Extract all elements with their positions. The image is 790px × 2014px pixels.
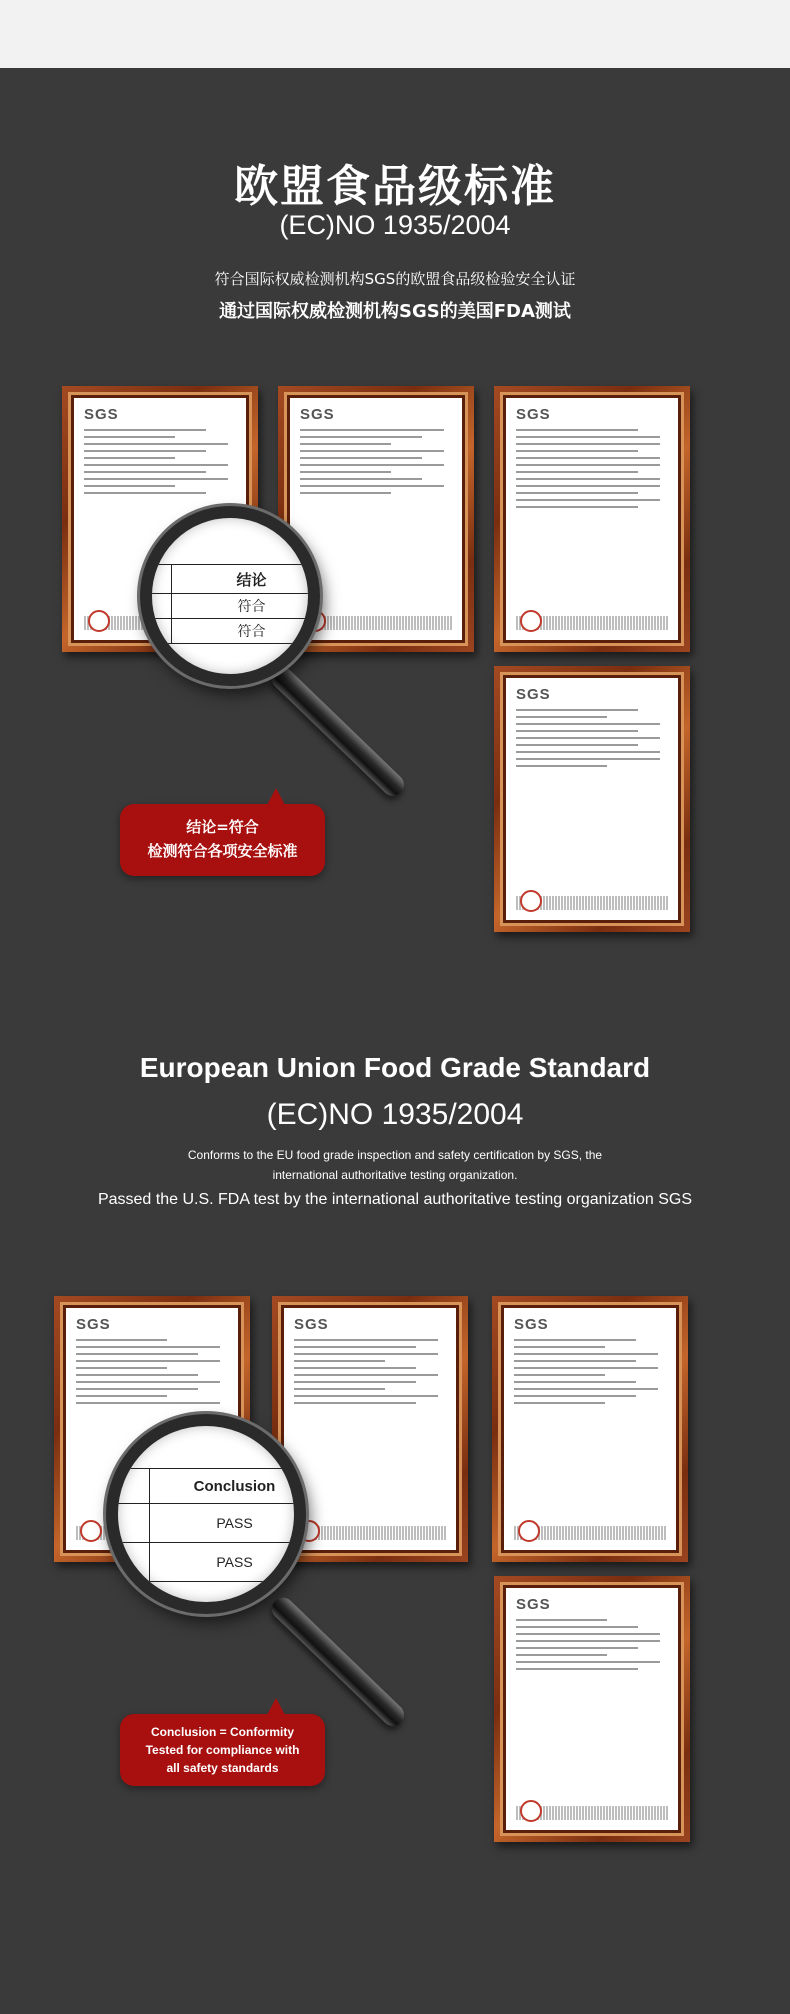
section-desc-1-cn: 符合国际权威检测机构SGS的欧盟食品级检验安全认证 xyxy=(214,270,576,288)
sgs-logo: SGS xyxy=(516,1596,551,1613)
certificate-frame xyxy=(494,386,690,652)
certificate-frame xyxy=(492,1296,688,1562)
section-title-en: European Union Food Grade Standard xyxy=(139,1052,651,1083)
seal-icon xyxy=(88,610,110,632)
sgs-logo: SGS xyxy=(76,1316,111,1333)
section-subtitle-en: (EC)NO 1935/2004 xyxy=(266,1098,524,1131)
conclusion-badge-cn xyxy=(120,804,325,876)
badge-line-1: Conclusion = Conformity xyxy=(150,1725,294,1739)
magnifier-lens xyxy=(140,506,320,686)
seal-icon xyxy=(520,1800,542,1822)
certificate-frame xyxy=(494,666,690,932)
badge-line-1: 结论=符合 xyxy=(186,818,259,836)
seal-icon xyxy=(520,890,542,912)
section-desc-2-en: Passed the U.S. FDA test by the international authoritative testing organization SGS xyxy=(97,1191,693,1208)
conclusion-header: Conclusion xyxy=(150,1469,307,1504)
badge-line-3: all safety standards xyxy=(166,1761,279,1775)
magnifier-lens xyxy=(106,1414,306,1614)
conclusion-row-1: 符合 xyxy=(172,594,321,619)
magnifier-handle xyxy=(267,1593,408,1730)
sgs-logo: SGS xyxy=(84,406,119,423)
section-desc-1-en: Conforms to the EU food grade inspection and safety certification by SGS, the international authoritative testing organization. xyxy=(187,1148,603,1182)
sgs-logo: SGS xyxy=(514,1316,549,1333)
section-desc-2-cn: 通过国际权威检测机构SGS的美国FDA测试 xyxy=(219,301,571,322)
conclusion-row-1: PASS xyxy=(150,1504,307,1543)
top-strip xyxy=(0,0,790,68)
sgs-logo: SGS xyxy=(300,406,335,423)
section-subtitle-cn: (EC)NO 1935/2004 xyxy=(279,210,511,240)
magnifier-handle xyxy=(267,663,408,800)
section-title-cn: 欧盟食品级标准 xyxy=(234,161,556,212)
sgs-logo: SGS xyxy=(516,686,551,703)
seal-icon xyxy=(520,610,542,632)
conclusion-row-2: PASS xyxy=(150,1543,307,1582)
sgs-logo: SGS xyxy=(294,1316,329,1333)
seal-icon xyxy=(80,1520,102,1542)
conclusion-row-2: 符合 xyxy=(172,619,321,644)
badge-line-2: Tested for compliance with xyxy=(145,1743,300,1757)
sgs-logo: SGS xyxy=(516,406,551,423)
conclusion-header: 结论 xyxy=(172,565,321,594)
conclusion-badge-en xyxy=(120,1714,325,1786)
certificate-frame xyxy=(494,1576,690,1842)
seal-icon xyxy=(518,1520,540,1542)
badge-line-2: 检测符合各项安全标准 xyxy=(147,842,298,860)
